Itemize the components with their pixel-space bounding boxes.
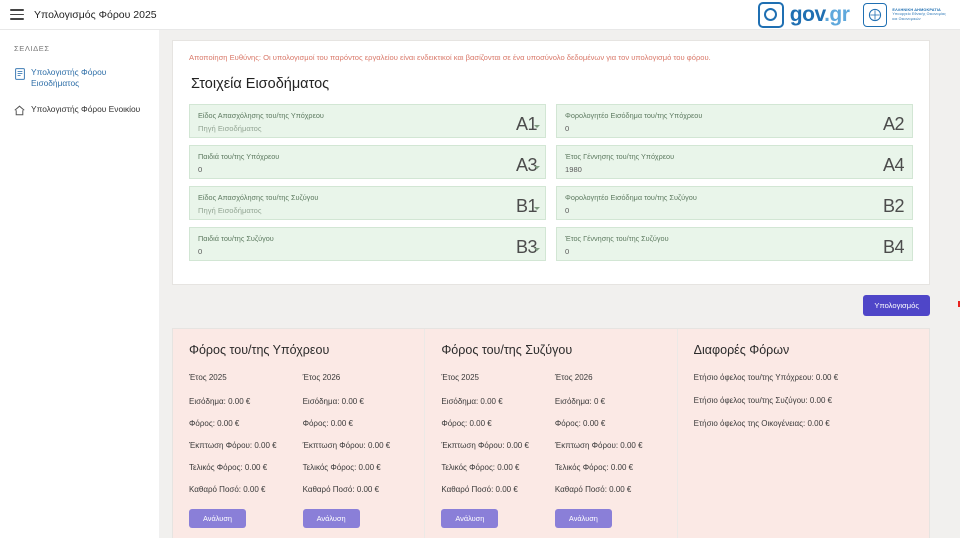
field-value: Πηγή Εισοδήματος <box>198 205 262 215</box>
sidebar-heading: ΣΕΛΙΔΕΣ <box>14 44 50 53</box>
disclaimer-text: Αποποίηση Ευθύνης: Οι υπολογισμοί του παρόντος εργαλείου είναι ενδεικτικοί και βασίζονται σε ένα υποσύνολο δεδομένων για τον υπολογισμό του φόρου. <box>189 53 711 62</box>
chevron-down-icon[interactable] <box>534 166 540 169</box>
calculate-button[interactable]: Υπολογισμός <box>863 295 930 316</box>
ministry-emblem <box>863 3 946 27</box>
field-label: Είδος Απασχόλησης του/της Υπόχρεου <box>198 111 324 121</box>
field-taxable-income-spouse[interactable] <box>556 186 913 220</box>
result-income: Εισόδημα: 0.00 € <box>189 397 251 406</box>
result-income: Εισόδημα: 0.00 € <box>302 397 364 406</box>
year-label: Έτος 2025 <box>441 373 479 382</box>
field-employment-type-taxpayer[interactable] <box>189 104 546 138</box>
field-label: Είδος Απασχόλησης του/της Συζύγου <box>198 193 319 203</box>
chevron-down-icon[interactable] <box>534 207 540 210</box>
page-title: Υπολογισμός Φόρου 2025 <box>34 8 157 21</box>
govgr-wordmark-gov: gov <box>789 2 825 26</box>
field-employment-type-spouse[interactable] <box>189 186 546 220</box>
ministry-emblem-text <box>892 8 946 22</box>
field-value: 0 <box>565 246 570 256</box>
analysis-button[interactable]: Ανάλυση <box>303 509 360 528</box>
diff-taxpayer-benefit: Ετήσιο όφελος του/της Υπόχρεου: 0.00 € <box>693 373 839 382</box>
body <box>0 30 960 538</box>
results-column-title: Φόρος του/της Υπόχρεου <box>189 343 330 357</box>
emblem-line-3: και Οικονομικών <box>892 16 921 21</box>
govgr-wordmark-gr: .gr <box>824 2 850 26</box>
analysis-button[interactable]: Ανάλυση <box>555 509 612 528</box>
results-column-spouse <box>425 329 677 538</box>
result-net-amount: Καθαρό Ποσό: 0.00 € <box>189 485 266 494</box>
govgr-wordmark <box>790 3 850 27</box>
greek-emblem-icon <box>863 3 887 27</box>
year-label: Έτος 2026 <box>554 373 593 382</box>
result-tax-discount: Έκπτωση Φόρου: 0.00 € <box>189 441 277 450</box>
main-content <box>160 30 960 538</box>
sidebar-item-label: Υπολογιστής Φόρου Εισοδήματος <box>31 67 107 89</box>
field-birth-year-taxpayer[interactable] <box>556 145 913 179</box>
field-value: 0 <box>198 164 203 174</box>
field-label: Φορολογητέο Εισόδημα του/της Υπόχρεου <box>565 111 703 121</box>
field-tag-b3: B3 <box>515 237 537 257</box>
results-column-taxpayer <box>173 329 425 538</box>
hamburger-icon[interactable] <box>10 9 24 20</box>
result-net-amount: Καθαρό Ποσό: 0.00 € <box>554 485 632 494</box>
calculate-row <box>172 295 930 316</box>
field-label: Έτος Γέννησης του/της Συζύγου <box>565 234 669 244</box>
top-bar-logos <box>758 2 950 28</box>
income-form-panel <box>172 40 930 285</box>
diff-spouse-benefit: Ετήσιο όφελος του/της Συζύγου: 0.00 € <box>693 396 833 405</box>
result-tax: Φόρος: 0.00 € <box>554 419 606 428</box>
document-icon <box>14 68 25 80</box>
sidebar-item-label: Υπολογιστής Φόρου Ενοικίου <box>31 103 141 114</box>
govgr-mark-icon <box>758 2 784 28</box>
results-column-differences <box>678 329 929 538</box>
results-panel <box>172 328 930 538</box>
field-tag-a1: A1 <box>515 114 537 134</box>
results-column-title: Φόρος του/της Συζύγου <box>441 343 573 357</box>
result-net-amount: Καθαρό Ποσό: 0.00 € <box>302 485 380 494</box>
result-final-tax: Τελικός Φόρος: 0.00 € <box>302 463 381 472</box>
emblem-line-2: Υπουργείο Εθνικής Οικονομίας <box>892 12 946 17</box>
field-label: Παιδιά του/της Συζύγου <box>198 234 274 244</box>
field-value: Πηγή Εισοδήματος <box>198 123 262 133</box>
result-tax: Φόρος: 0.00 € <box>441 419 492 428</box>
diff-family-benefit: Ετήσιο όφελος της Οικογένειας: 0.00 € <box>693 419 830 428</box>
sidebar-item-income-tax-calculator[interactable] <box>14 67 149 90</box>
result-income: Εισόδημα: 0.00 € <box>441 397 503 406</box>
chevron-down-icon[interactable] <box>534 125 540 128</box>
field-tag-b2: B2 <box>882 196 904 216</box>
field-tag-a2: A2 <box>882 114 904 134</box>
emblem-line-1: ΕΛΛΗΝΙΚΗ ΔΗΜΟΚΡΑΤΙΑ <box>892 7 941 12</box>
year-label: Έτος 2026 <box>302 373 341 382</box>
field-taxable-income-taxpayer[interactable] <box>556 104 913 138</box>
sidebar-item-rent-tax-calculator[interactable] <box>14 104 149 117</box>
result-final-tax: Τελικός Φόρος: 0.00 € <box>441 463 520 472</box>
field-tag-a4: A4 <box>882 155 904 175</box>
chevron-down-icon[interactable] <box>534 248 540 251</box>
field-label: Παιδιά του/της Υπόχρεου <box>198 152 280 162</box>
field-value: 1980 <box>565 164 582 174</box>
year-block-2026 <box>555 373 643 528</box>
result-tax: Φόρος: 0.00 € <box>302 419 353 428</box>
field-tag-b4: B4 <box>882 237 904 257</box>
field-label: Φορολογητέο Εισόδημα του/της Συζύγου <box>565 193 697 203</box>
result-final-tax: Τελικός Φόρος: 0.00 € <box>189 463 268 472</box>
field-value: 0 <box>198 246 203 256</box>
result-tax-discount: Έκπτωση Φόρου: 0.00 € <box>441 441 529 450</box>
field-tag-b1: B1 <box>515 196 537 216</box>
field-value: 0 <box>565 123 570 133</box>
field-tag-a3: A3 <box>515 155 537 175</box>
year-label: Έτος 2025 <box>189 373 227 382</box>
result-net-amount: Καθαρό Ποσό: 0.00 € <box>441 485 518 494</box>
result-tax-discount: Έκπτωση Φόρου: 0.00 € <box>554 441 643 450</box>
analysis-button[interactable]: Ανάλυση <box>441 509 498 528</box>
field-value: 0 <box>565 205 570 215</box>
top-bar <box>0 0 960 30</box>
field-birth-year-spouse[interactable] <box>556 227 913 261</box>
govgr-logo <box>758 2 850 28</box>
result-income: Εισόδημα: 0 € <box>554 397 606 406</box>
results-column-title: Διαφορές Φόρων <box>693 343 790 357</box>
year-block-2025 <box>189 373 277 528</box>
field-children-spouse[interactable] <box>189 227 546 261</box>
year-block-2025 <box>441 373 529 528</box>
income-fields-grid <box>189 104 913 268</box>
result-tax: Φόρος: 0.00 € <box>189 419 240 428</box>
section-title: Στοιχεία Εισοδήματος <box>191 76 330 92</box>
year-block-2026 <box>303 373 391 528</box>
home-icon <box>14 105 25 117</box>
result-tax-discount: Έκπτωση Φόρου: 0.00 € <box>302 441 391 450</box>
field-label: Έτος Γέννησης του/της Υπόχρεου <box>565 152 675 162</box>
sidebar <box>0 30 160 538</box>
analysis-button[interactable]: Ανάλυση <box>189 509 246 528</box>
result-final-tax: Τελικός Φόρος: 0.00 € <box>554 463 634 472</box>
field-children-taxpayer[interactable] <box>189 145 546 179</box>
